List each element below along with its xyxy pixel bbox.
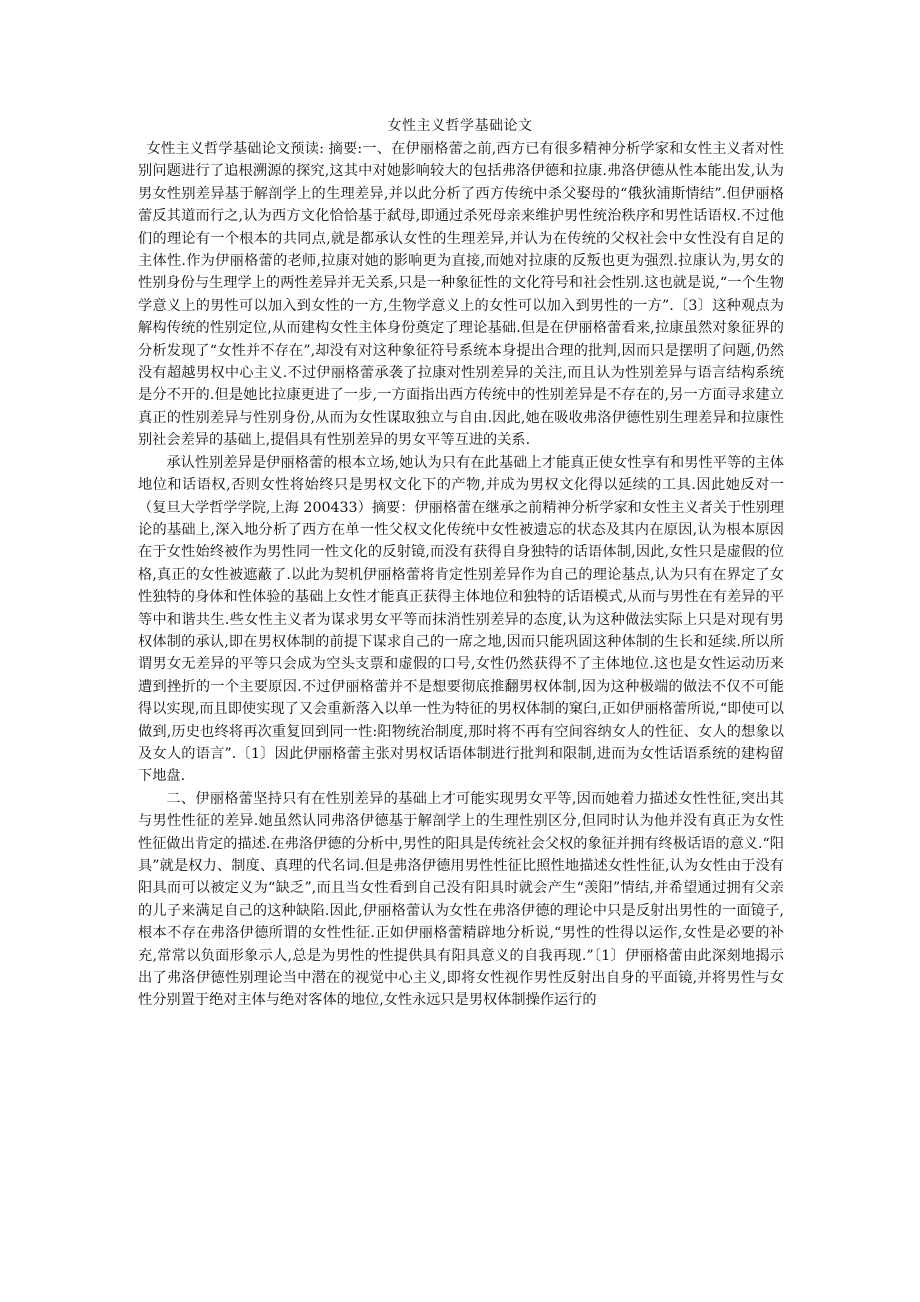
paragraph-3: 二、伊丽格蕾坚持只有在性别差异的基础上才可能实现男女平等,因而她着力描述女性性征,突出其与男性性征的差异.她虽然认同弗洛伊德基于解剖学上的生理性别区分,但同时认为他并没有真正为女性性征做出肯定的描述.在弗洛伊德的分析中,男性的阳具是传统社会父权的象征并拥有终极话语的意义.“阳具”就是权力、制度、真理的代名词.但是弗洛伊德用男性性征比照性地描述女性性征,认为女性由于没有阳具而可以被定义为“缺乏”,而且当女性看到自己没有阳具时就会产生“羡阳”情结,并希望通过拥有父亲的儿子来满足自己的这种缺陷.因此,伊丽格蕾认为女性在弗洛伊德的理论中只是反射出男性的一面镜子,根本不存在弗洛伊德所谓的女性性征.正如伊丽格蕾精辟地分析说,“男性的性得以运作,女性是必要的补充,常常以负面形象示人,总是为男性的性提供具有阳具意义的自我再现.”〔1〕伊丽格蕾由此深刻地揭示出了弗洛伊德性别理论当中潜在的视觉中心主义,即将女性视作男性反射出自身的平面镜,并将男性与女性分别置于绝对主体与绝对客体的地位,女性永远只是男权体制操作运行的 bbox=[138, 790, 784, 1009]
paragraph-2: 承认性别差异是伊丽格蕾的根本立场,她认为只有在此基础上才能真正使女性享有和男性平等的主体地位和话语权,否则女性将始终只是男权文化下的产物,并成为男权文化得以延续的工具.因此她反对一（复旦大学哲学学院,上海 200433）摘要：伊丽格蕾在继承之前精神分析学家和女性主义者关于性别理论的基础上,深入地分析了西方在单一性父权文化传统中女性被遗忘的状态及其内在原因,认为根本原因在于女性始终被作为男性同一性文化的反射镜,而没有获得自身独特的话语体制,因此,女性只是虚假的位格,真正的女性被遮蔽了.以此为契机伊丽格蕾将肯定性别差异作为自己的理论基点,认为只有在界定了女性独特的身体和性体验的基础上女性才能真正获得主体地位和独特的话语模式,从而与男性在有差异的平等中和谐共生.些女性主义者为谋求男女平等而抹消性别差异的态度,认为这种做法实际上只是对现有男权体制的承认,即在男权体制的前提下谋求自己的一席之地,因而只能巩固这种体制的生长和延续.所以所谓男女无差异的平等只会成为空头支票和虚假的口号,女性仍然获得不了主体地位.这也是女性运动历来遭到挫折的一个主要原因.不过伊丽格蕾并不是想要彻底推翻男权体制,因为这种极端的做法不仅不可能得以实现,而且即使实现了又会重新落入以单一性为特征的男权体制的窠臼,正如伊丽格蕾所说,“即使可以做到,历史也终将再次重复回到同一性:阳物统治制度,那时将不再有空间容纳女人的性征、女人的想象以及女人的语言”.〔1〕因此伊丽格蕾主张对男权话语体制进行批判和限制,进而为女性话语系统的建构留下地盘. bbox=[138, 454, 784, 785]
document-body bbox=[138, 138, 784, 1012]
document-title: 女性主义哲学基础论文 bbox=[387, 118, 533, 134]
paragraph-1: 女性主义哲学基础论文预读: 摘要:一、在伊丽格蕾之前,西方已有很多精神分析学家和女性主义者对性别问题进行了追根溯源的探究,这其中对她影响较大的包括弗洛伊德和拉康.弗洛伊德从性本能出发,认为男女性别差异基于解剖学上的生理差异,并以此分析了西方传统中杀父娶母的“俄狄浦斯情结”.但伊丽格蕾反其道而行之,认为西方文化恰恰基于弑母,即通过杀死母亲来维护男性统治秩序和男性话语权.不过他们的理论有一个根本的共同点,就是都承认女性的生理差异,并认为在传统的父权社会中女性没有自足的主体性.作为伊丽格蕾的老师,拉康对她的影响更为直接,而她对拉康的反叛也更为强烈.拉康认为,男女的性别身份与生理学上的两性差异并无关系,只是一种象征性的文化符号和社会性别.这也就是说,“一个生物学意义上的男性可以加入到女性的一方,生物学意义上的女性可以加入到男性的一方”.〔3〕这种观点为解构传统的性别定位,从而建构女性主体身份奠定了理论基础.但是在伊丽格蕾看来,拉康虽然对象征界的分析发现了“女性并不存在”,却没有对这种象征符号系统本身提出合理的批判,因而只是摆明了问题,仍然没有超越男权中心主义.不过伊丽格蕾承袭了拉康对性别差异的关注,而且认为性别差异与语言结构系统是分不开的.但是她比拉康更进了一步,一方面指出西方传统中的性别差异是不存在的,另一方面寻求建立真正的性别差异与性别身份,从而为女性谋取独立与自由.因此,她在吸收弗洛伊德性别生理差异和拉康性别社会差异的基础上,提倡具有性别差异的男女平等互进的关系. bbox=[138, 141, 784, 449]
